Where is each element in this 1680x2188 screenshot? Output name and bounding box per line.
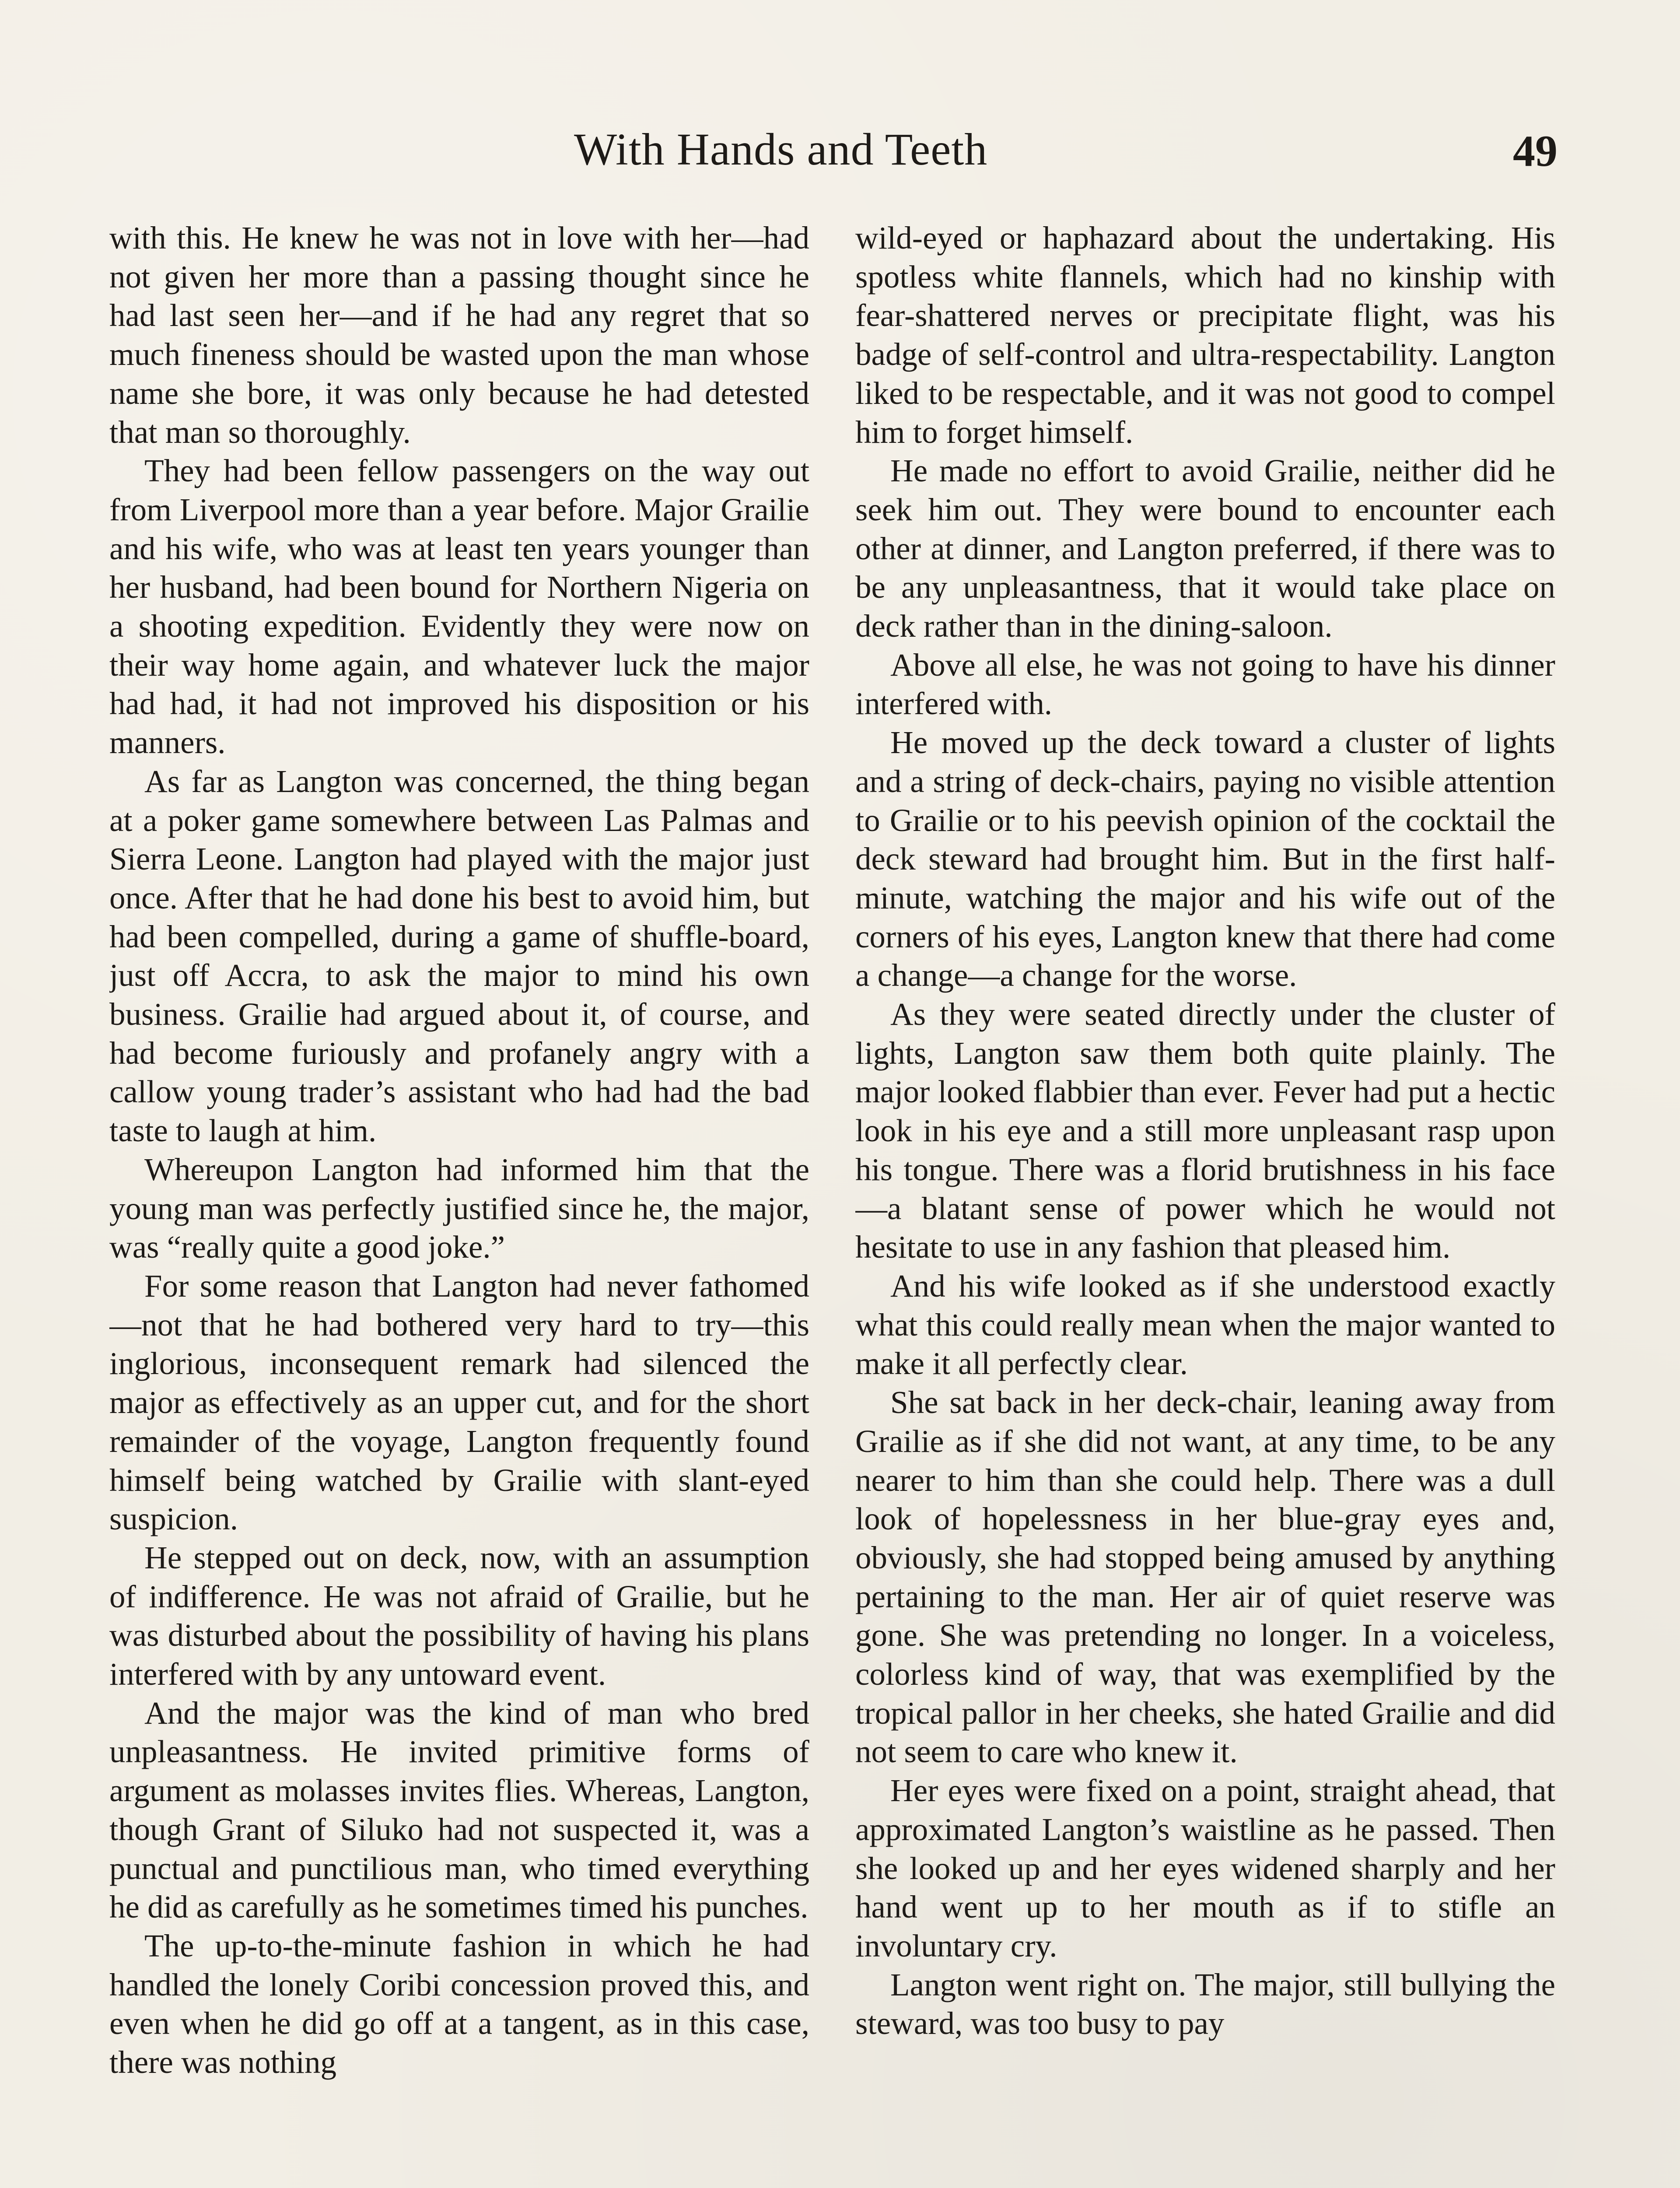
paragraph: As they were seated directly under the cluster of lights, Langton saw them both quite plainly. The major looked flabbier than ever. Fever had put a hectic look in his eye and a still more unpleasant rasp upon his tongue. There was a florid brutishness in his face—a blatant sense of power which he would not hesitate to use in any fashion that pleased him. [855,996,1555,1265]
paragraph: He stepped out on deck, now, with an assumption of indifference. He was not afraid of Grailie, but he was disturbed about the possibility of having his plans interfered with by any untoward event. [109,1539,809,1692]
running-head [0,123,1680,185]
right-column [855,219,1555,2188]
paragraph: with this. He knew he was not in love with her—had not given her more than a passing thought since he had last seen her—and if he had any regret that so much fineness should be wasted upon the man whose name she bore, it was only because he had detested that man so thoroughly. [109,220,809,450]
paragraph: He made no effort to avoid Grailie, neither did he seek him out. They were bound to encounter each other at dinner, and Langton preferred, if there was to be any unpleasantness, that it would take place on deck rather than in the dining-saloon. [855,453,1555,644]
paragraph: Above all else, he was not going to have his dinner interfered with. [855,647,1555,722]
paragraph: She sat back in her deck-chair, leaning away from Grailie as if she did not want, at any time, to be any nearer to him than she could help. There was a dull look of hopelessness in her blue-gray eyes and, obviously, she had stopped being amused by anything pertaining to the man. Her air of quiet reserve was gone. She was pretending no longer. In a voiceless, colorless kind of way, that was exemplified by the tropical pallor in her cheeks, she hated Grailie and did not seem to care who knew it. [855,1385,1555,1770]
paragraph: They had been fellow passengers on the way out from Liverpool more than a year before. Major Grailie and his wife, who was at least ten years younger than her husband, had been bound for Northern Nigeria on a shooting expedition. Evidently they were now on their way home again, and whatever luck the major had had, it had not improved his disposition or his manners. [109,453,809,761]
paragraph: And the major was the kind of man who bred unpleasantness. He invited primitive forms of argument as molasses invites flies. Whereas, Langton, though Grant of Siluko had not suspected it, was a punctual and punctilious man, who timed everything he did as carefully as he sometimes timed his punches. [109,1695,809,1925]
paragraph: Her eyes were fixed on a point, straight ahead, that approximated Langton’s waistline as he passed. Then she looked up and her eyes widened sharply and her hand went up to her mouth as if to stifle an involuntary cry. [855,1773,1555,1964]
running-title: With Hands and Teeth [574,124,988,175]
paragraph: For some reason that Langton had never fathomed—not that he had bothered very hard to try—this inglorious, inconsequent remark had silenced the major as effectively as an upper cut, and for the short remainder of the voyage, Langton frequently found himself being watched by Grailie with slant-eyed suspicion. [109,1268,809,1537]
paragraph: As far as Langton was concerned, the thing began at a poker game somewhere between Las Palmas and Sierra Leone. Langton had played with the major just once. After that he had done his best to avoid him, but had been compelled, during a game of shuffle-board, just off Accra, to ask the major to mind his own business. Grailie had argued about it, of course, and had become furiously and profanely angry with a callow young trader’s assistant who had had the bad taste to laugh at him. [109,763,809,1149]
paragraph: And his wife looked as if she understood exactly what this could really mean when the major wanted to make it all perfectly clear. [855,1268,1555,1382]
left-column [109,219,809,2188]
paragraph: Langton went right on. The major, still bullying the steward, was too busy to pay [855,1967,1555,2041]
page-number: 49 [1513,126,1558,176]
paragraph: The up-to-the-minute fashion in which he had handled the lonely Coribi concession proved this, and even when he did go off at a tangent, as in this case, there was nothing [109,1928,809,2080]
paragraph: Whereupon Langton had informed him that the young man was perfectly justified since he, the major, was “really quite a good joke.” [109,1151,809,1265]
paragraph: He moved up the deck toward a cluster of lights and a string of deck-chairs, paying no visible attention to Grailie or to his peevish opinion of the cocktail the deck steward had brought him. But in the first half-minute, watching the major and his wife out of the corners of his eyes, Langton knew that there had come a change—a change for the worse. [855,725,1555,993]
paragraph: wild-eyed or haphazard about the undertaking. His spotless white flannels, which had no kinship with fear-shattered nerves or precipitate flight, was his badge of self-control and ultra-respectability. Langton liked to be respectable, and it was not good to compel him to forget himself. [855,220,1555,450]
